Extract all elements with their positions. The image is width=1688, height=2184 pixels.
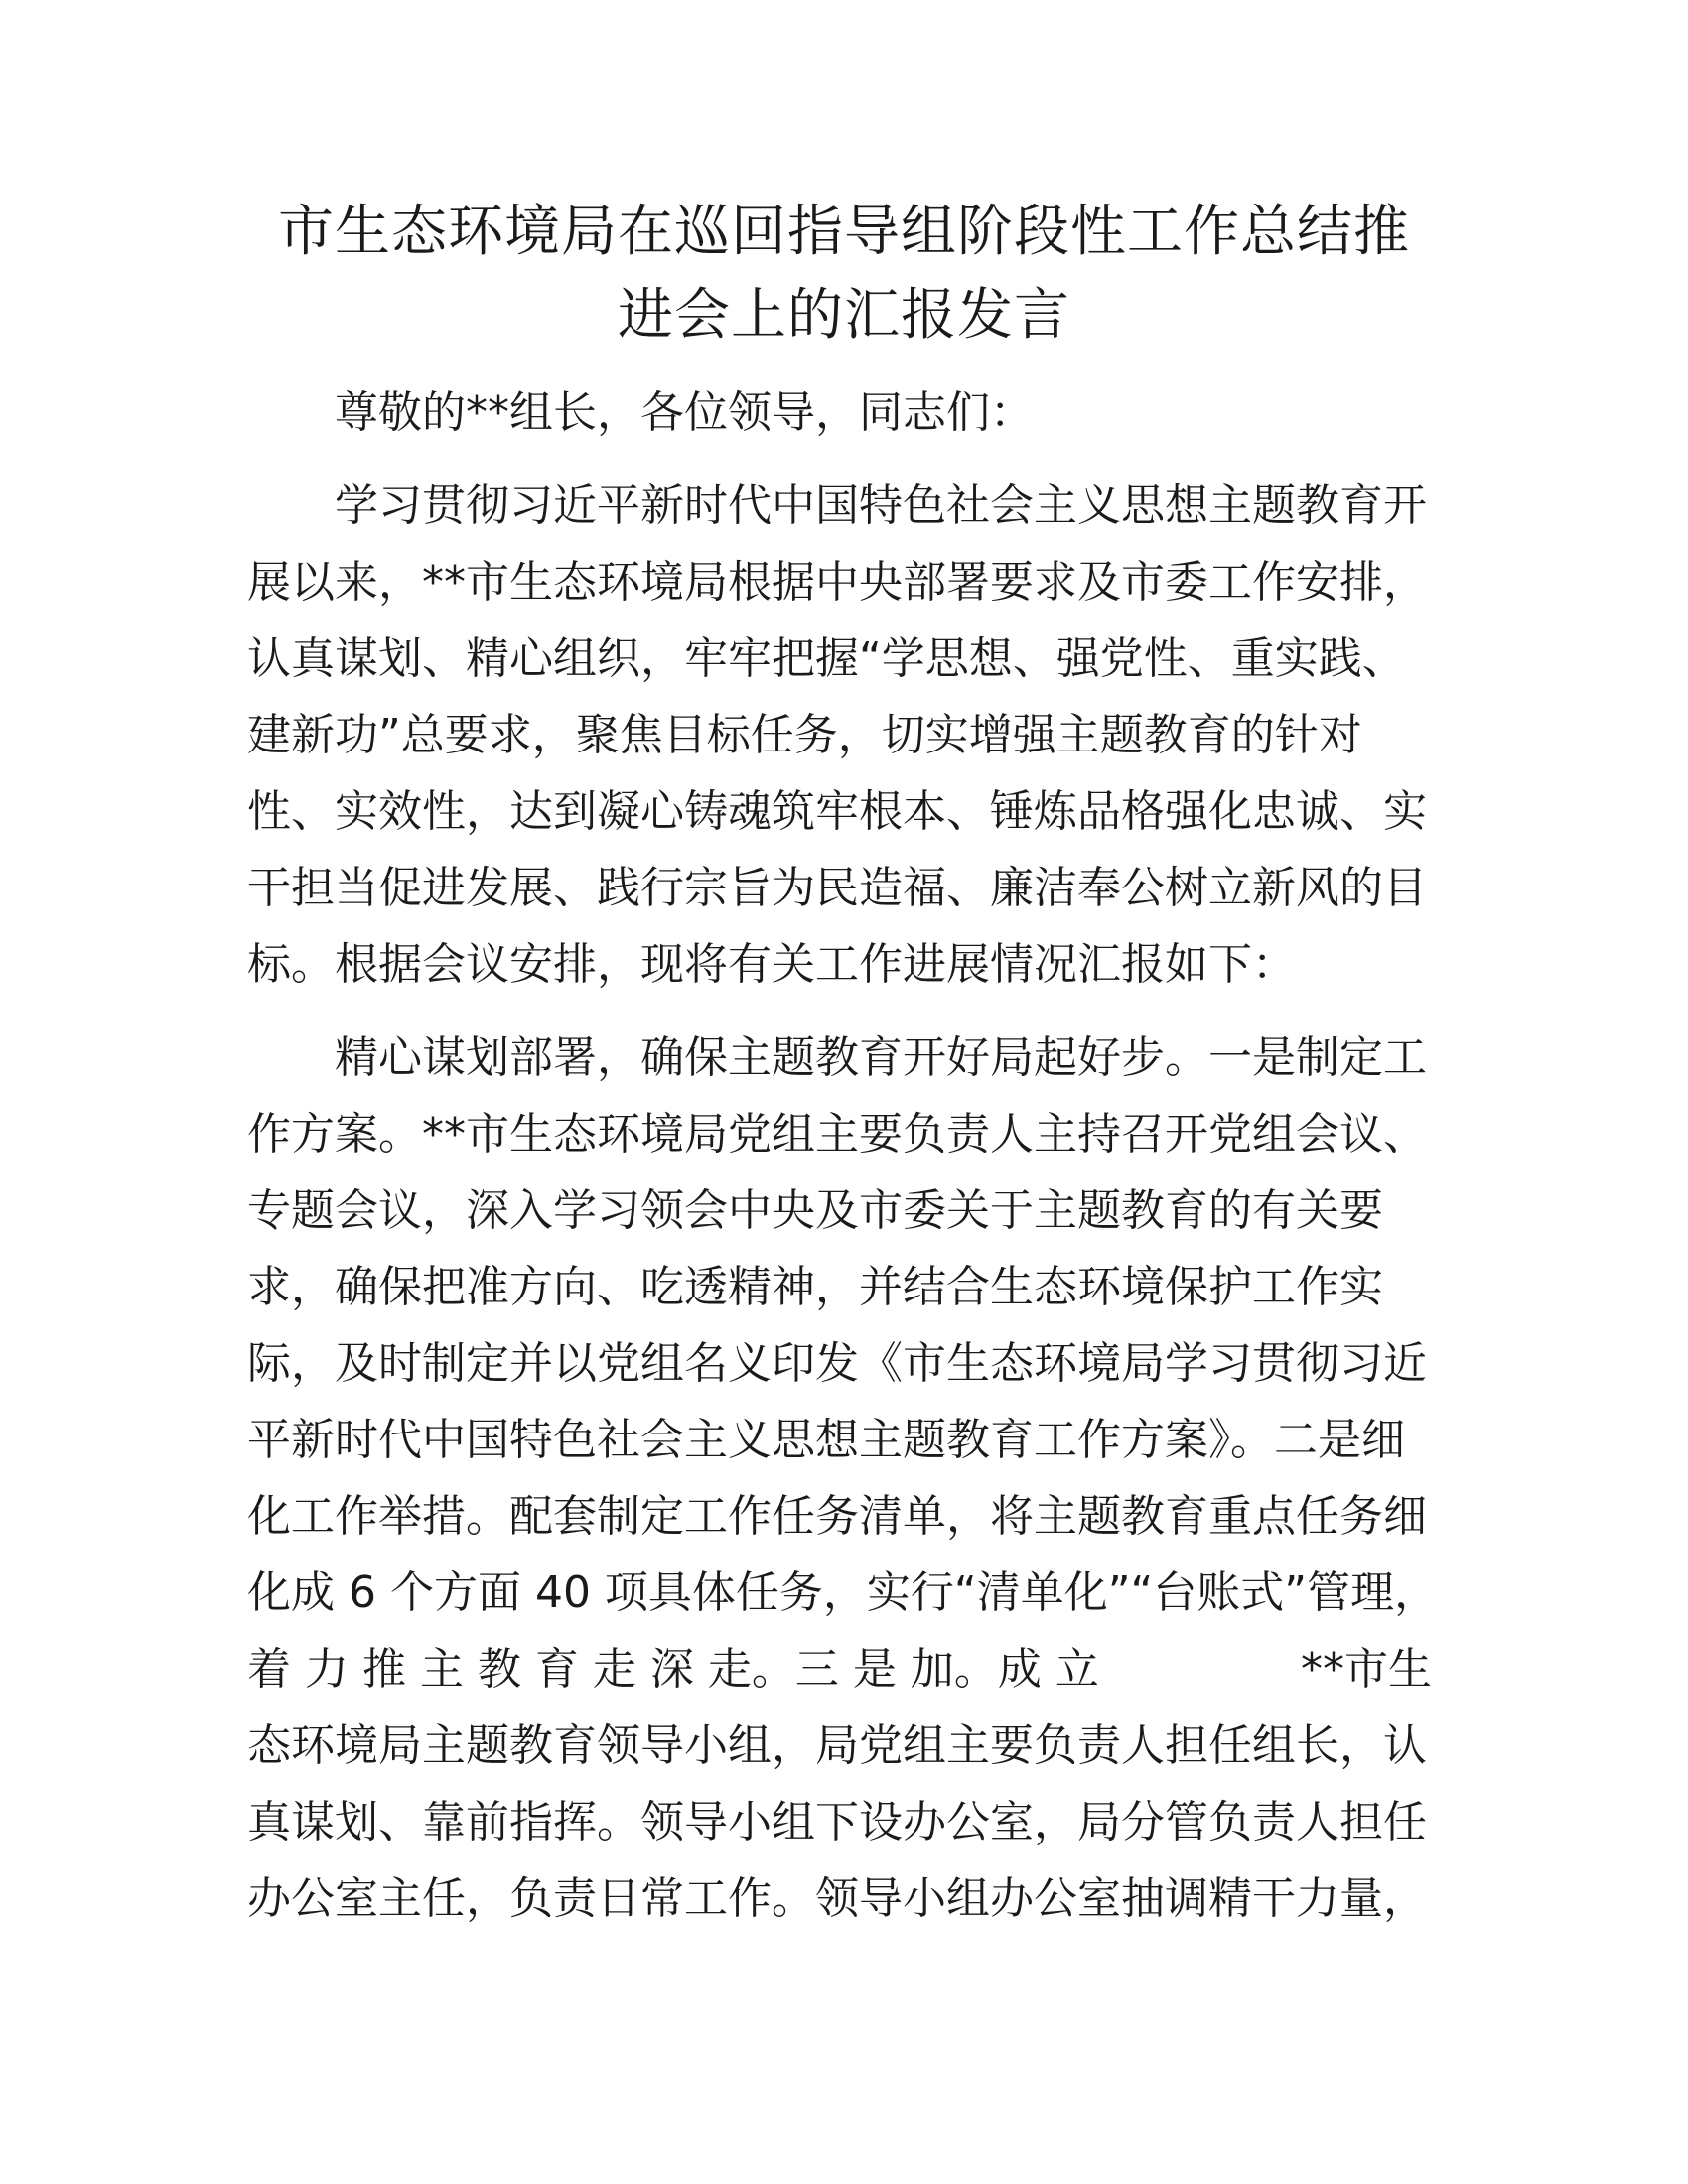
body-line: 精心谋划部署，确保主题教育开好局起好步。一是制定工 (335, 1032, 1427, 1083)
body-line: 平新时代中国特色社会主义思想主题教育工作方案》。二是细 (247, 1415, 1405, 1465)
body-line: 办公室主任，负责日常工作。领导小组办公室抽调精干力量， (247, 1873, 1427, 1924)
body-line: 建新功”总要求，聚焦目标任务，切实增强主题教育的针对 (247, 710, 1362, 760)
body-line: 认真谋划、精心组织，牢牢把握“学思想、强党性、重实践、 (247, 633, 1406, 684)
body-line: 标。根据会议安排，现将有关工作进展情况汇报如下： (247, 939, 1296, 990)
body-line: 际，及时制定并以党组名义印发《市生态环境局学习贯彻习近 (247, 1338, 1427, 1389)
title-line-2: 进会上的汇报发言 (618, 283, 1070, 347)
body-line: 求，确保把准方向、吃透精神，并结合生态环境保护工作实 (247, 1262, 1383, 1312)
body-line: 性、实效性，达到凝心铸魂筑牢根本、锤炼品格强化忠诚、实 (247, 786, 1427, 837)
body-line: 展以来，**市生态环境局根据中央部署要求及市委工作安排， (247, 557, 1427, 608)
document-title (238, 191, 1450, 357)
body-line: 化工作举措。配套制定工作任务清单，将主题教育重点任务细 (247, 1491, 1427, 1542)
title-line-1: 市生态环境局在巡回指导组阶段性工作总结推 (278, 200, 1410, 264)
body-line-fragment: **市生 (1301, 1644, 1432, 1695)
body-line: 学习贯彻习近平新时代中国特色社会主义思想主题教育开 (335, 480, 1427, 531)
body-line: 作方案。**市生态环境局党组主要负责人主持召开党组会议、 (247, 1109, 1427, 1160)
body-line: 干担当促进发展、践行宗旨为民造福、廉洁奉公树立新风的目 (247, 863, 1427, 913)
body-line: 态环境局主题教育领导小组，局党组主要负责人担任组长，认 (247, 1720, 1427, 1771)
body-line: 化成 6 个方面 40 项具体任务，实行“清单化”“台账式”管理， (247, 1568, 1439, 1618)
salutation-line: 尊敬的**组长，各位领导，同志们： (335, 387, 1034, 438)
body-line: 着 力 推 主 教 育 走 深 走。三 是 加。成 立 (247, 1644, 1099, 1695)
body-line: 专题会议，深入学习领会中央及市委关于主题教育的有关要 (247, 1185, 1383, 1236)
body-line: 真谋划、靠前指挥。领导小组下设办公室，局分管负责人担任 (247, 1797, 1427, 1847)
